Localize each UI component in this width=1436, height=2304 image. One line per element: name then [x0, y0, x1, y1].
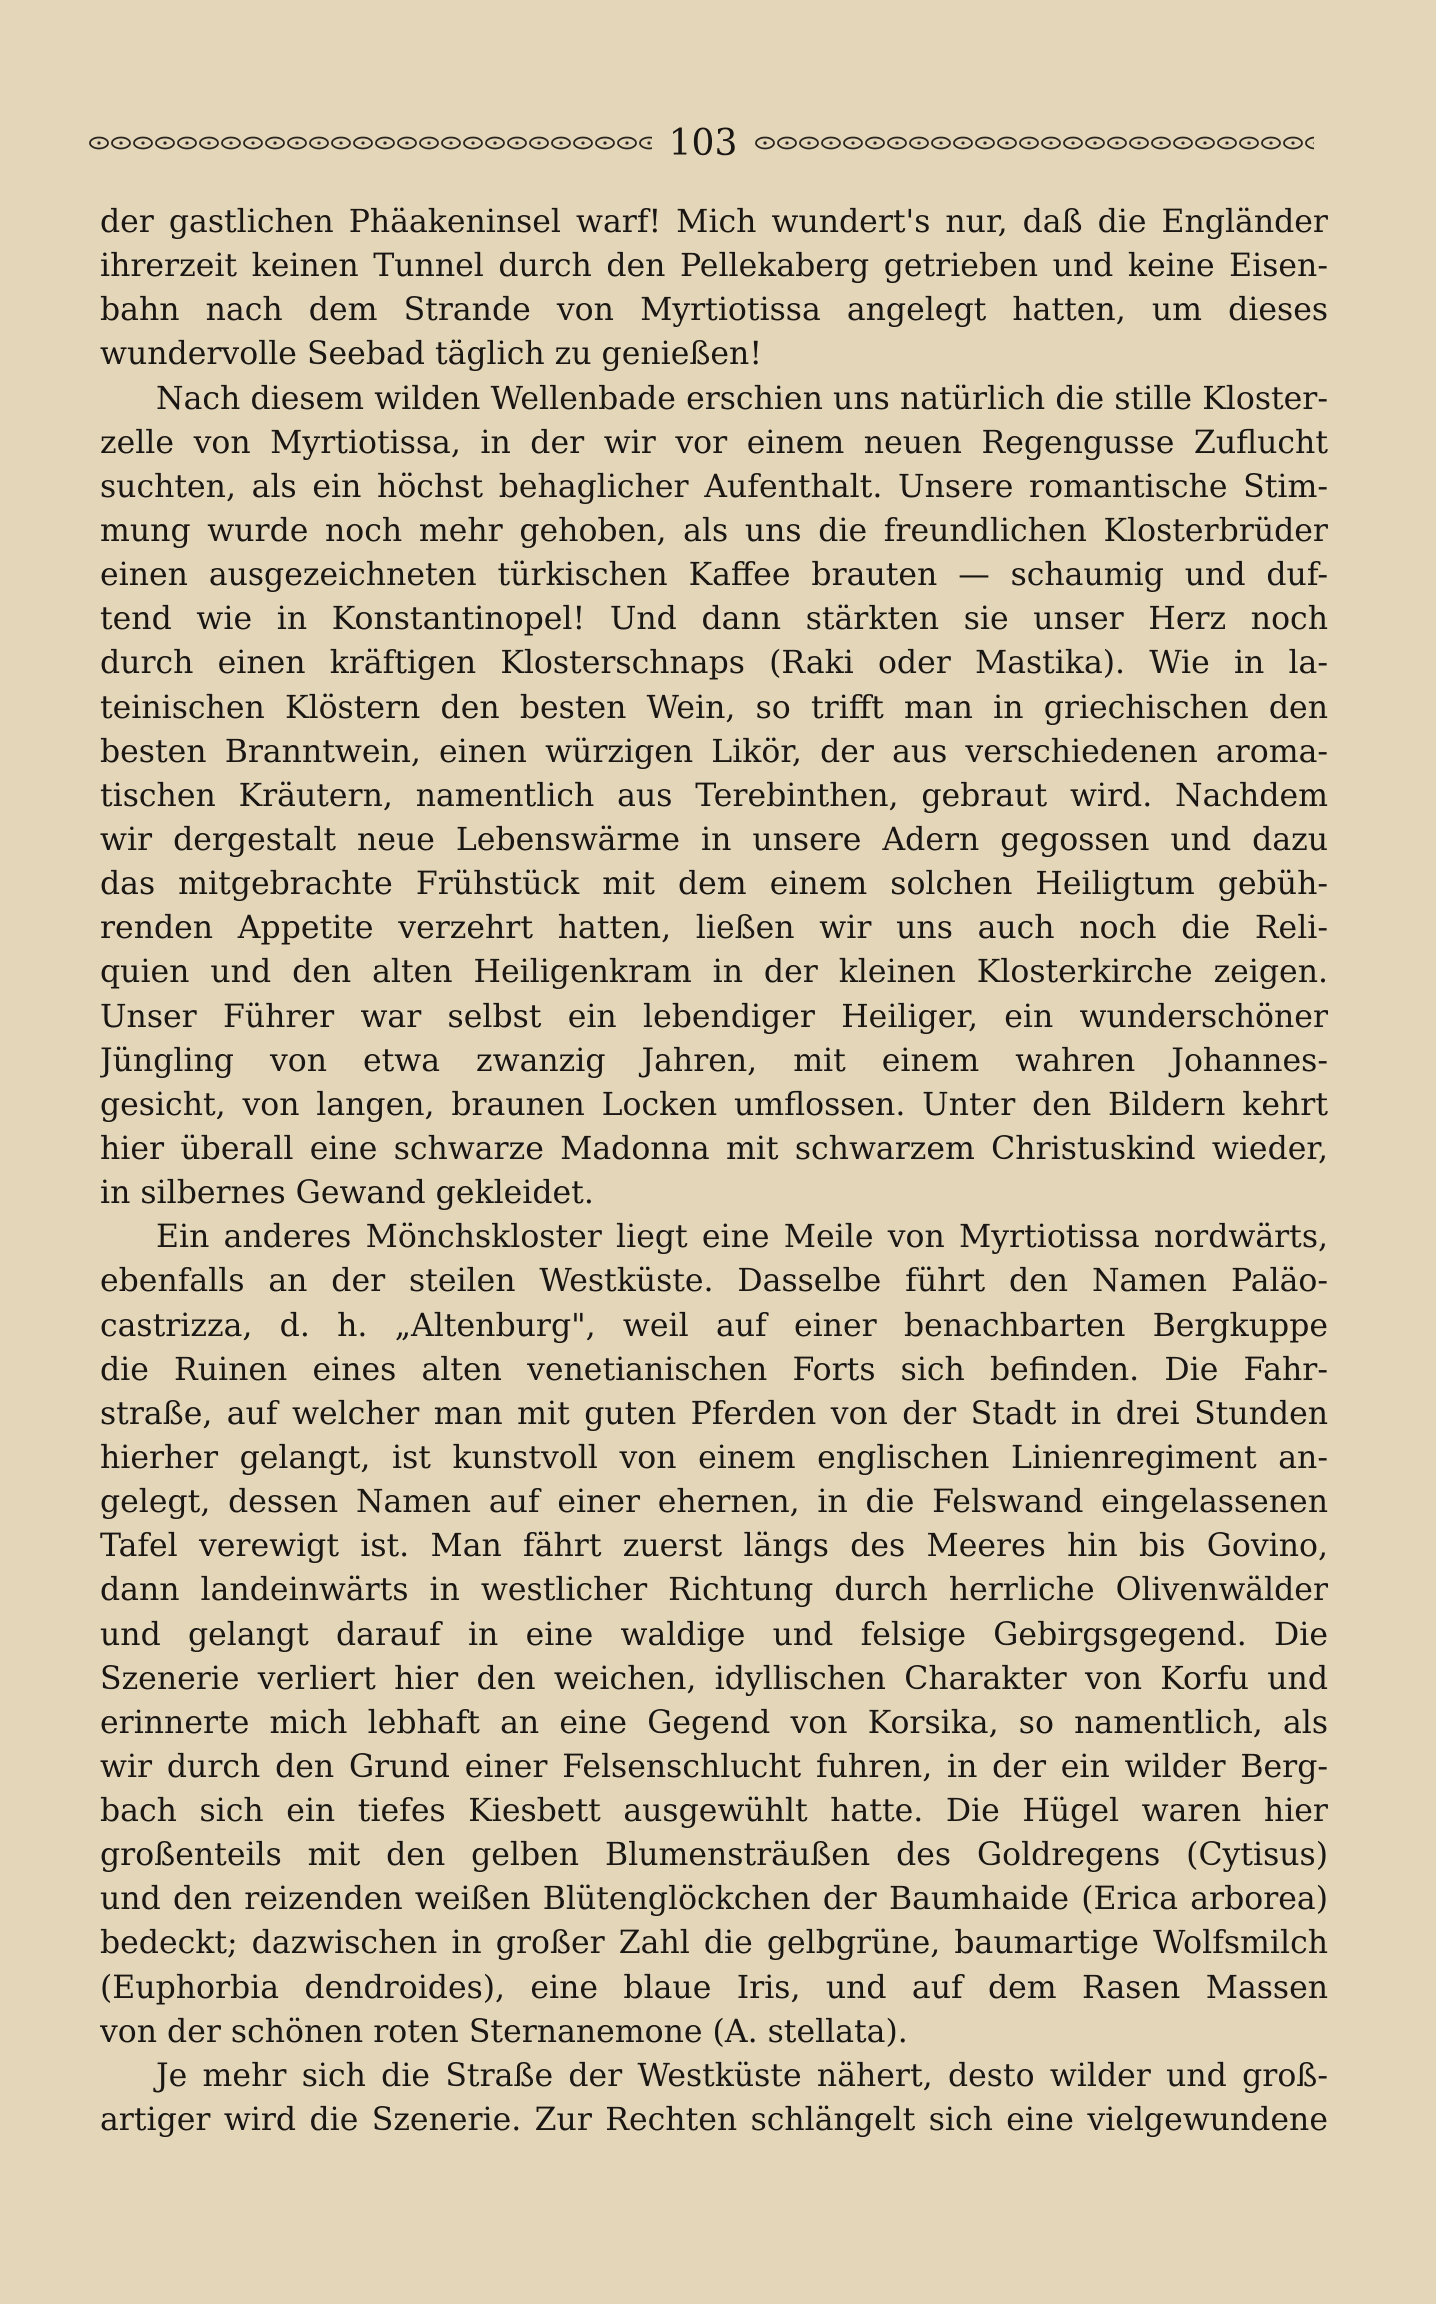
text-line: großenteils mit den gelben Blumensträußen des Goldregens (Cytisus): [100, 1837, 1328, 1874]
text-line: Je mehr sich die Straße der Westküste nähert, desto wilder und groß-: [156, 2057, 1328, 2094]
ornament-border-right: [754, 134, 1314, 152]
text-line: und gelangt darauf in eine waldige und felsige Gebirgsgegend. Die: [100, 1616, 1328, 1653]
text-line: bahn nach dem Strande von Myrtiotissa angelegt hatten, um dieses: [100, 292, 1328, 329]
body-text: [100, 200, 1328, 2142]
text-line: artiger wird die Szenerie. Zur Rechten schlängelt sich eine vielgewundene: [100, 2102, 1328, 2139]
text-line: wir dergestalt neue Lebenswärme in unsere Adern gegossen und dazu: [100, 821, 1328, 858]
text-line: Szenerie verliert hier den weichen, idyllischen Charakter von Korfu und: [100, 1660, 1328, 1697]
text-line: einen ausgezeichneten türkischen Kaffee brauten — schaumig und duf-: [100, 557, 1328, 594]
text-line: renden Appetite verzehrt hatten, ließen wir uns auch noch die Reli-: [100, 910, 1328, 947]
text-line: bach sich ein tiefes Kiesbett ausgewühlt hatte. Die Hügel waren hier: [100, 1793, 1328, 1830]
text-line: das mitgebrachte Frühstück mit dem einem solchen Heiligtum gebüh-: [100, 866, 1328, 903]
text-line: erinnerte mich lebhaft an eine Gegend von Korsika, so namentlich, als: [100, 1704, 1328, 1741]
text-line: wir durch den Grund einer Felsenschlucht fuhren, in der ein wilder Berg-: [100, 1748, 1328, 1785]
text-line: wundervolle Seebad täglich zu genießen!: [100, 336, 762, 373]
text-line: straße, auf welcher man mit guten Pferden von der Stadt in drei Stunden: [100, 1395, 1328, 1432]
text-line: bedeckt; dazwischen in großer Zahl die gelbgrüne, baumartige Wolfsmilch: [100, 1925, 1328, 1962]
text-line: suchten, als ein höchst behaglicher Aufenthalt. Unsere romantische Stim-: [100, 468, 1328, 505]
text-line: ebenfalls an der steilen Westküste. Dasselbe führt den Namen Paläo-: [100, 1263, 1328, 1300]
text-line: die Ruinen eines alten venetianischen Forts sich befinden. Die Fahr-: [100, 1351, 1328, 1388]
text-line: von der schönen roten Sternanemone (A. stellata).: [100, 2013, 908, 2050]
text-line: der gastlichen Phäakeninsel warf! Mich wundert's nur, daß die Engländer: [100, 204, 1328, 240]
text-line: hierher gelangt, ist kunstvoll von einem englischen Linienregiment an-: [100, 1439, 1328, 1476]
text-line: Unser Führer war selbst ein lebendiger Heiliger, ein wunderschöner: [100, 998, 1328, 1035]
page-number: 103: [668, 122, 738, 164]
text-line: quien und den alten Heiligenkram in der kleinen Klosterkirche zeigen.: [100, 954, 1328, 991]
text-line: und den reizenden weißen Blütenglöckchen der Baumhaide (Erica arborea): [100, 1881, 1328, 1918]
text-line: durch einen kräftigen Klosterschnaps (Raki oder Mastika). Wie in la-: [100, 645, 1328, 682]
text-line: Jüngling von etwa zwanzig Jahren, mit einem wahren Johannes-: [100, 1042, 1328, 1079]
page-header: [88, 118, 1314, 168]
text-line: dann landeinwärts in westlicher Richtung durch herrliche Olivenwälder: [100, 1572, 1328, 1609]
text-line: Ein anderes Mönchskloster liegt eine Meile von Myrtiotissa nordwärts,: [156, 1219, 1328, 1256]
text-line: in silbernes Gewand gekleidet.: [100, 1175, 594, 1212]
text-line: tischen Kräutern, namentlich aus Terebinthen, gebraut wird. Nachdem: [100, 777, 1328, 814]
text-line: Nach diesem wilden Wellenbade erschien uns natürlich die stille Kloster-: [156, 380, 1328, 417]
ornament-border-left: [88, 134, 652, 152]
text-line: zelle von Myrtiotissa, in der wir vor einem neuen Regengusse Zuflucht: [100, 424, 1328, 461]
text-line: gelegt, dessen Namen auf einer ehernen, in die Felswand eingelassenen: [100, 1484, 1328, 1521]
text-line: castrizza, d. h. „Altenburg", weil auf einer benachbarten Bergkuppe: [100, 1307, 1328, 1344]
text-line: mung wurde noch mehr gehoben, als uns die freundlichen Klosterbrüder: [100, 512, 1328, 549]
text-line: tend wie in Konstantinopel! Und dann stärkten sie unser Herz noch: [100, 601, 1328, 638]
text-line: hier überall eine schwarze Madonna mit schwarzem Christuskind wieder,: [100, 1130, 1328, 1167]
text-line: teinischen Klöstern den besten Wein, so trifft man in griechischen den: [100, 689, 1328, 726]
text-line: gesicht, von langen, braunen Locken umflossen. Unter den Bildern kehrt: [100, 1086, 1328, 1123]
text-line: ihrerzeit keinen Tunnel durch den Pellekaberg getrieben und keine Eisen-: [100, 248, 1328, 285]
text-line: (Euphorbia dendroides), eine blaue Iris, und auf dem Rasen Massen: [100, 1969, 1328, 2006]
text-line: besten Branntwein, einen würzigen Likör, der aus verschiedenen aroma-: [100, 733, 1328, 770]
text-line: Tafel verewigt ist. Man fährt zuerst längs des Meeres hin bis Govino,: [100, 1528, 1328, 1565]
